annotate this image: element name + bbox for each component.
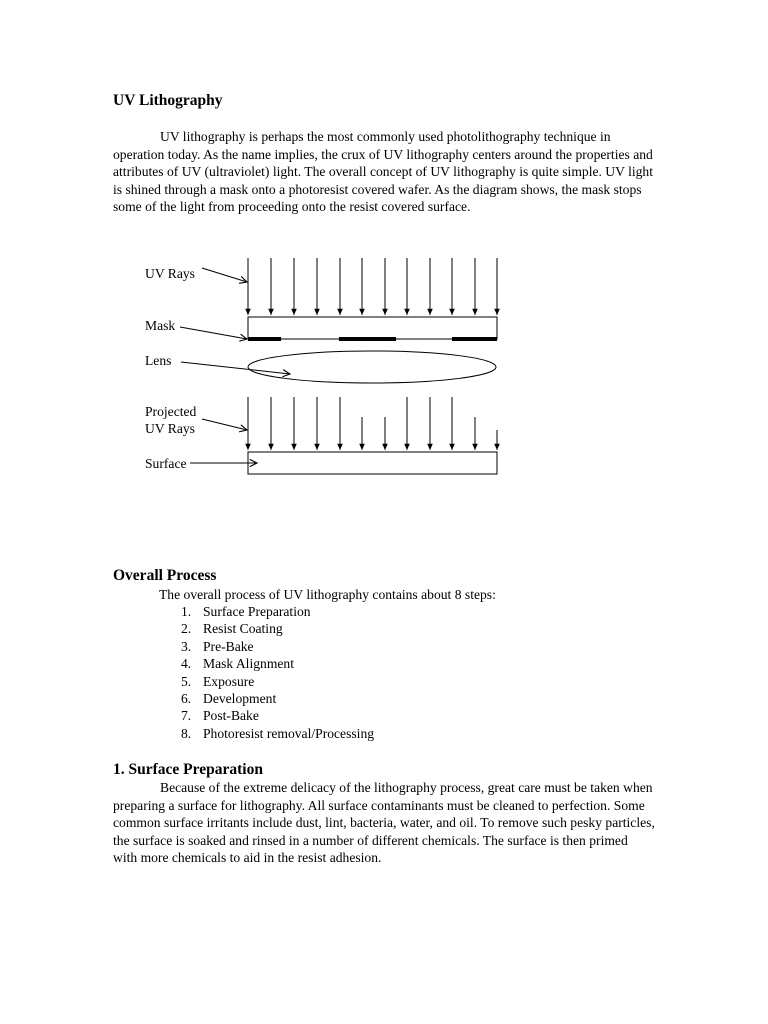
surface-block: [248, 452, 497, 474]
process-step: [181, 655, 374, 672]
process-step-number: 1.: [181, 604, 192, 619]
label-projected: Projected: [145, 404, 197, 419]
uv-lithography-diagram: [0, 0, 768, 500]
label-projected-uv-rays: UV Rays: [145, 421, 195, 436]
label-lens: Lens: [145, 353, 172, 368]
process-step-number: 6.: [181, 691, 192, 707]
process-step: [181, 725, 374, 742]
process-step: [181, 707, 374, 724]
mask-plate: [248, 317, 497, 339]
process-step-number: 8.: [181, 725, 192, 741]
surface-preparation-heading: 1. Surface Preparation: [113, 761, 263, 778]
process-steps-list: [181, 603, 374, 742]
process-step-text: Pre-Bake: [203, 638, 254, 654]
process-step-text: Development: [203, 691, 277, 707]
surface-preparation-body: Because of the extreme delicacy of the lithography process, great care must be taken when preparing a surface for lithography. All surface contaminants must be cleaned to perfection. Some common surface irritants include dust, lint, bacteria, water, and oil. To remove such pesky particles, the surface is soaked and rinsed in a number of different chemicals. The surface is then primed with more chemicals to aid in the resist adhesion.: [113, 780, 655, 866]
mask-block: [452, 337, 497, 341]
process-step-number: 7.: [181, 708, 192, 724]
overall-process-intro: The overall process of UV lithography contains about 8 steps:: [159, 587, 496, 602]
leader-projected: [202, 419, 247, 430]
label-surface: Surface: [145, 456, 187, 471]
process-step-text: Resist Coating: [203, 621, 283, 637]
process-step: [181, 638, 374, 655]
leader-mask: [180, 327, 247, 339]
leader-uv-rays: [202, 268, 247, 282]
process-step-number: 3.: [181, 638, 192, 654]
process-step-text: Exposure: [203, 673, 255, 689]
uv-lithography-heading: UV Lithography: [113, 92, 223, 109]
process-step-text: Mask Alignment: [203, 656, 295, 672]
label-mask: Mask: [145, 318, 176, 333]
process-step-number: 2.: [181, 621, 192, 637]
process-step-number: 5.: [181, 673, 192, 689]
mask-block: [248, 337, 281, 341]
process-step: [181, 603, 374, 620]
process-step: [181, 690, 374, 707]
overall-process-heading: Overall Process: [113, 567, 217, 584]
leader-lines: [180, 268, 290, 463]
mask-block: [339, 337, 396, 341]
uv-rays: [248, 258, 497, 315]
process-step-text: Surface Preparation: [203, 604, 311, 619]
lens-ellipse: [248, 351, 496, 383]
label-uv-rays: UV Rays: [145, 266, 195, 281]
process-step-text: Photoresist removal/Processing: [203, 725, 375, 741]
uv-lithography-intro: UV lithography is perhaps the most commonly used photolithography technique in operation today. As the name implies, the crux of UV lithography centers around the properties and attributes of UV (ultraviolet) light. The overall concept of UV lithography is quite simple. UV light is shined through a mask onto a photoresist covered wafer. As the diagram shows, the mask stops some of the light from proceeding onto the resist covered surface.: [113, 129, 654, 215]
process-step-number: 4.: [181, 656, 192, 672]
process-step: [181, 620, 374, 637]
projected-uv-rays: [248, 397, 497, 450]
process-step: [181, 673, 374, 690]
leader-lens: [181, 362, 290, 374]
process-step-text: Post-Bake: [203, 708, 259, 724]
